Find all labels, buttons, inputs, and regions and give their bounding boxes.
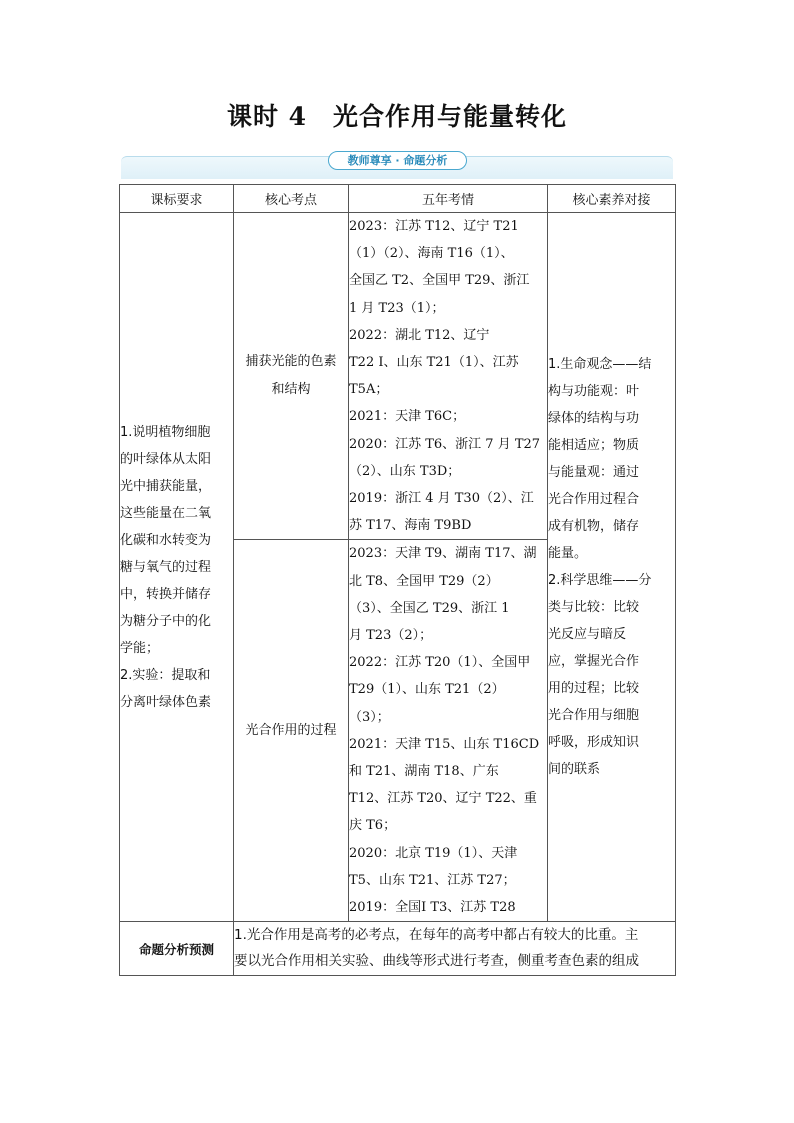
header-requirement: 课标要求 (120, 185, 234, 213)
table-row (120, 922, 676, 976)
banner-label: 教师尊享 · 命题分析 (328, 151, 467, 170)
literacy-line: 2.科学思维——分 (548, 573, 652, 589)
table-header-row (120, 185, 676, 213)
literacy-line: 间的联系 (548, 762, 601, 778)
header-core-point: 核心考点 (234, 185, 349, 213)
requirement-line: 中，转换并储存 (120, 586, 212, 602)
requirement-line: 为糖分子中的化 (120, 613, 212, 629)
literacy-line: 光反应与暗反 (548, 627, 627, 643)
literacy-line: 1.生命观念——结 (548, 357, 652, 373)
forecast-line: 1.光合作用是高考的必考点，在每年的高考中都占有较大的比重。主 (234, 927, 639, 944)
requirement-cell (120, 213, 234, 922)
literacy-line: 呼吸，形成知识 (548, 735, 640, 751)
exam-line: 2019：全国Ⅰ T3、江苏 T28 (349, 900, 516, 916)
exam-line: 全国乙 T2、全国甲 T29、浙江 (349, 273, 530, 289)
forecast-label: 命题分析预测 (120, 922, 234, 976)
exam-line: 苏 T17、海南 T9BD (349, 518, 472, 534)
literacy-line: 构与功能观：叶 (548, 384, 640, 400)
exam-line: 庆 T6； (349, 818, 397, 834)
requirement-line: 1.说明植物细胞 (120, 424, 211, 440)
exam-line: （2）、山东 T3D； (349, 463, 461, 479)
forecast-line: 要以光合作用相关实验、曲线等形式进行考查，侧重考查色素的组成 (234, 953, 639, 970)
exam-line: 2023：天津 T9、湖南 T17、湖 (349, 546, 537, 562)
table-row (120, 213, 676, 540)
requirement-line: 的叶绿体从太阳 (120, 451, 212, 467)
requirement-line: 这些能量在二氧 (120, 505, 212, 521)
literacy-line: 光合作用与细胞 (548, 708, 640, 724)
literacy-cell (548, 213, 676, 922)
header-literacy: 核心素养对接 (548, 185, 676, 213)
forecast-cell (234, 922, 676, 976)
core-point-line: 和结构 (271, 382, 311, 398)
exam-line: T5A； (349, 382, 389, 398)
analysis-table (119, 184, 676, 976)
exam-line: 2020：北京 T19（1）、天津 (349, 845, 518, 861)
requirement-line: 2.实验：提取和 (120, 667, 211, 683)
literacy-line: 绿体的结构与功 (548, 411, 640, 427)
exam-line: 2021：天津 T6C； (349, 409, 466, 425)
literacy-line: 能相适应；物质 (548, 438, 640, 454)
core-point-line: 光合作用的过程 (245, 722, 337, 738)
exam-line: （1）（2）、海南 T16（1）、 (349, 246, 514, 262)
requirement-line: 光中捕获能量， (120, 478, 212, 494)
teacher-banner (121, 152, 673, 178)
exam-line: 2021：天津 T15、山东 T16CD (349, 736, 540, 752)
exam-history-pigment (349, 213, 548, 540)
literacy-line: 应，掌握光合作 (548, 654, 640, 670)
exam-line: 月 T23（2）； (349, 628, 433, 644)
exam-line: 北 T8、全国甲 T29（2） (349, 573, 499, 589)
exam-line: T29（1）、山东 T21（2） (349, 682, 505, 698)
requirement-line: 糖与氧气的过程 (120, 559, 212, 575)
exam-line: 2022：湖北 T12、辽宁 (349, 327, 490, 343)
lesson-title: 课时 4 光合作用与能量转化 (226, 102, 568, 131)
requirement-line: 化碳和水转变为 (120, 532, 212, 548)
core-point-process (234, 540, 349, 922)
exam-line: 2023：江苏 T12、辽宁 T21 (349, 219, 519, 234)
literacy-line: 类与比较：比较 (548, 600, 640, 616)
exam-history-process (349, 540, 548, 922)
literacy-line: 用的过程；比较 (548, 681, 640, 697)
literacy-line: 与能量观：通过 (548, 465, 640, 481)
exam-line: 和 T21、湖南 T18、广东 (349, 764, 499, 780)
exam-line: （3）； (349, 709, 390, 725)
exam-line: 2019：浙江 4 月 T30（2）、江 (349, 491, 534, 507)
literacy-line: 光合作用过程合 (548, 492, 640, 508)
core-point-line: 捕获光能的色素 (245, 354, 337, 370)
requirement-line: 学能； (120, 640, 160, 656)
literacy-line: 成有机物，储存 (548, 519, 640, 535)
exam-line: 2020：江苏 T6、浙江 7 月 T27 (349, 436, 541, 452)
requirement-line: 分离叶绿体色素 (120, 694, 212, 710)
exam-line: T12、江苏 T20、辽宁 T22、重 (349, 791, 537, 807)
exam-line: T22 Ⅰ、山东 T21（1）、江苏 (349, 355, 519, 371)
exam-line: （3）、全国乙 T29、浙江 1 (349, 600, 510, 616)
exam-line: T5、山东 T21、江苏 T27； (349, 872, 516, 888)
header-exam-history: 五年考情 (349, 185, 548, 213)
exam-line: 1 月 T23（1）； (349, 300, 445, 316)
exam-line: 2022：江苏 T20（1）、全国甲 (349, 655, 531, 671)
literacy-line: 能量。 (548, 546, 588, 562)
core-point-pigment (234, 213, 349, 540)
